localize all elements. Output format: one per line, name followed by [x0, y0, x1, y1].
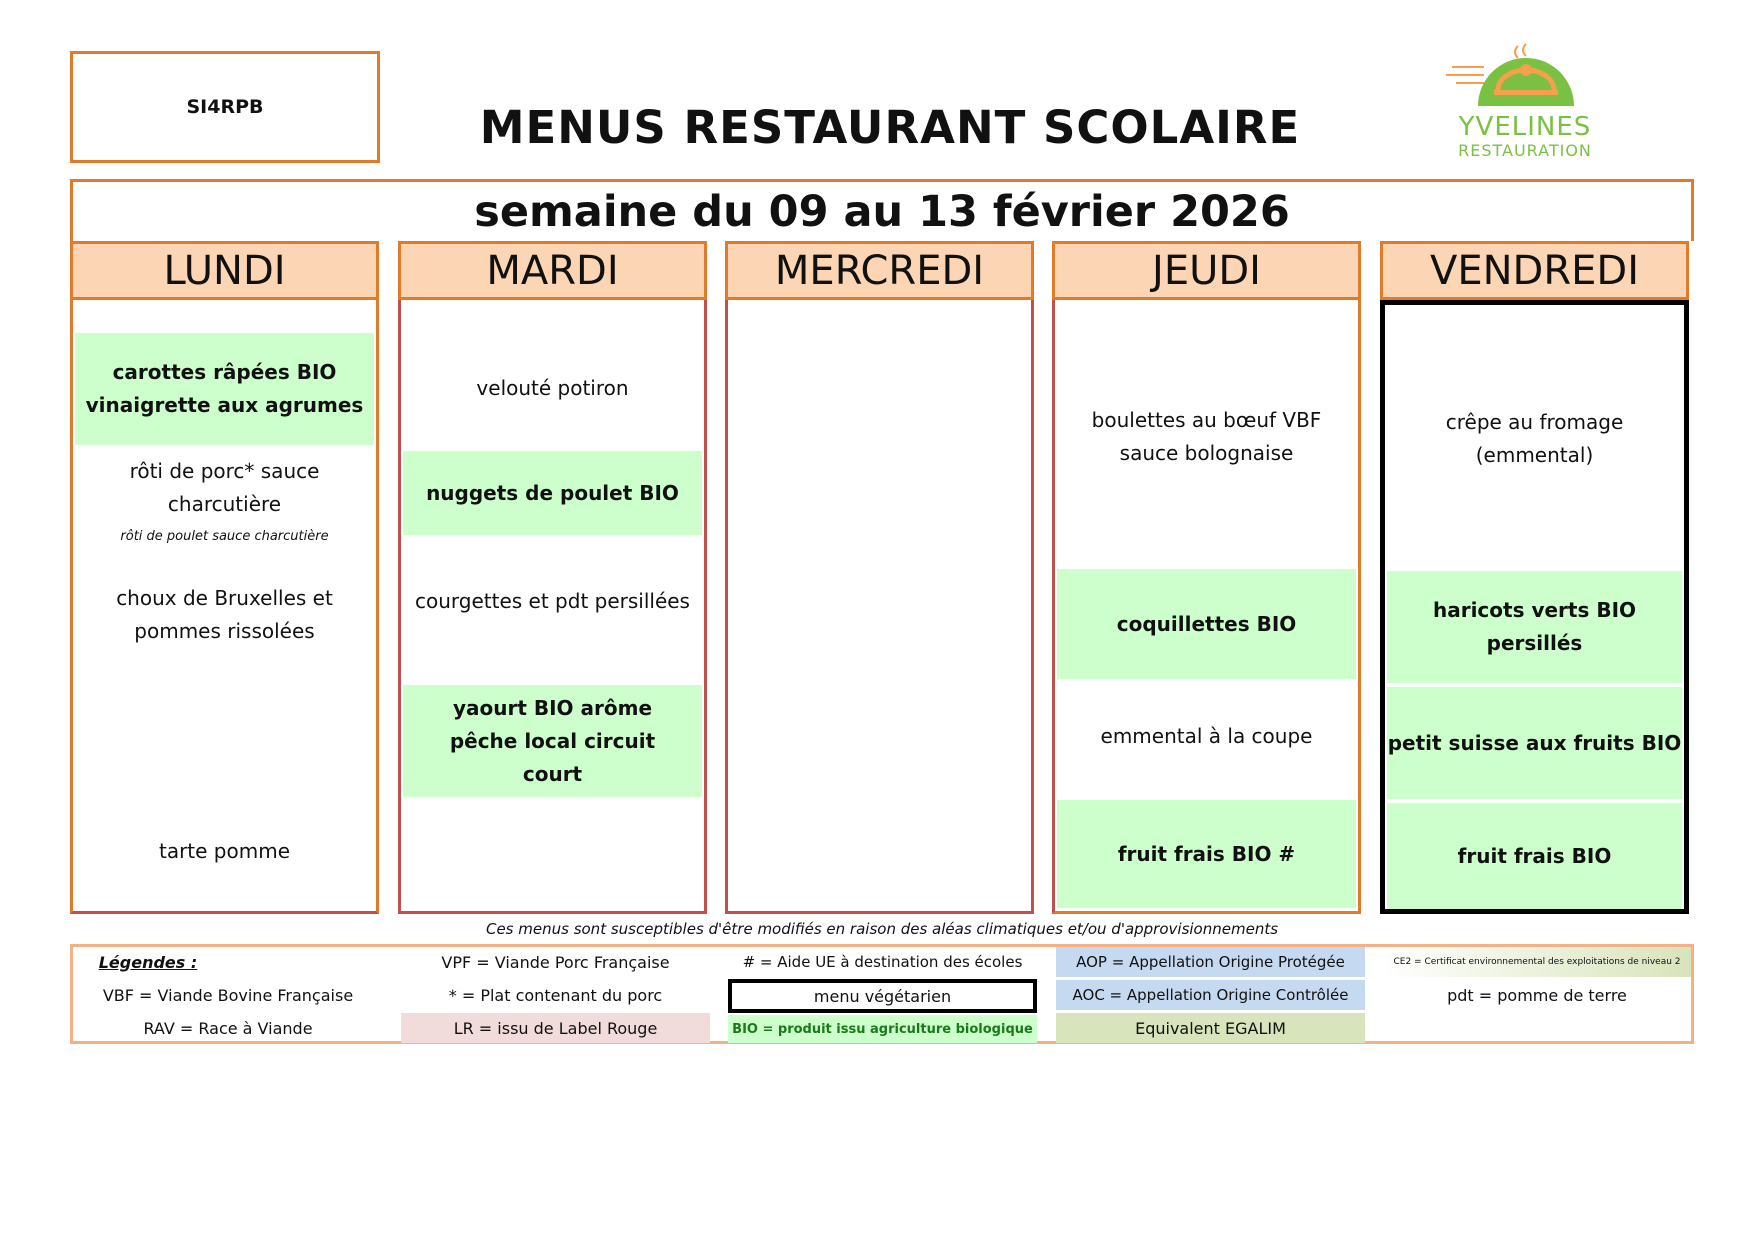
- menu-item-main: boulettes au bœuf VBF sauce bolognaise: [1091, 408, 1322, 465]
- day-column-jeudi: [1052, 241, 1361, 914]
- yvelines-restauration-logo: [1440, 40, 1610, 160]
- day-header: LUNDI: [70, 241, 379, 300]
- menu-item-main: crêpe au fromage (emmental): [1445, 410, 1624, 467]
- legend-box: [70, 944, 1694, 1044]
- legend-title: Légendes :: [98, 952, 198, 972]
- day-header: VENDREDI: [1380, 241, 1689, 300]
- logo-line2: RESTAURATION: [1458, 141, 1592, 160]
- legend-vpf: VPF = Viande Porc Française: [441, 952, 670, 972]
- menu-item-main-alt: rôti de poulet sauce charcutière: [120, 529, 329, 544]
- week-label: semaine du 09 au 13 février 2026: [474, 186, 1290, 237]
- week-title: [70, 179, 1694, 241]
- legend-aide-ue: # = Aide UE à destination des écoles: [742, 953, 1023, 971]
- day-column-mercredi: [725, 241, 1034, 914]
- legend-porc: * = Plat contenant du porc: [448, 985, 663, 1005]
- day-header: MERCREDI: [725, 241, 1034, 300]
- menu-item-dairy: [75, 676, 374, 794]
- legend-egalim: Equivalent EGALIM: [1056, 1013, 1365, 1043]
- legend-pdt: pdt = pomme de terre: [1447, 985, 1627, 1005]
- day-menu: [398, 300, 707, 914]
- page-title: MENUS RESTAURANT SCOLAIRE: [479, 100, 1301, 154]
- school-name: SI4RPB: [186, 96, 264, 118]
- day-column-vendredi: [1380, 241, 1689, 914]
- menu-item-side: coquillettes BIO: [1057, 569, 1356, 679]
- logo-line1: YVELINES: [1458, 112, 1592, 142]
- legend-bio: BIO = produit issu agriculture biologique: [728, 1015, 1037, 1043]
- day-column-lundi: [70, 241, 379, 914]
- day-header: MARDI: [398, 241, 707, 300]
- day-column-mardi: [398, 241, 707, 914]
- menu-item-main-text: rôti de porc* sauce charcutière: [129, 459, 320, 516]
- day-header: JEUDI: [1052, 241, 1361, 300]
- legend-vbf: VBF = Viande Bovine Française: [102, 985, 354, 1005]
- menu-item-dessert: fruit frais BIO #: [1057, 800, 1356, 908]
- menu-item-dairy: petit suisse aux fruits BIO: [1387, 687, 1682, 799]
- menu-item-side: choux de Bruxelles et pommes rissolées: [116, 586, 333, 643]
- menu-item-main: [75, 447, 374, 555]
- menu-item-side: courgettes et pdt persillées: [415, 588, 690, 613]
- menu-item-dairy: emmental à la coupe: [1100, 723, 1313, 748]
- menu-item-dessert: tarte pomme: [158, 838, 291, 863]
- menu-item-starter: velouté potiron: [476, 375, 629, 400]
- menu-item-side: haricots verts BIO persillés: [1387, 571, 1682, 683]
- day-menu: [1052, 300, 1361, 914]
- menu-item-main: nuggets de poulet BIO: [403, 451, 702, 535]
- menu-item-dairy: yaourt BIO arôme pêche local circuit court: [403, 685, 702, 797]
- menu-item-dessert: fruit frais BIO: [1387, 803, 1682, 909]
- legend-label-rouge: LR = issu de Label Rouge: [401, 1013, 710, 1043]
- legend-rav: RAV = Race à Viande: [143, 1018, 313, 1038]
- day-menu: [70, 300, 379, 914]
- day-menu-empty: [725, 300, 1034, 914]
- school-box: [70, 51, 380, 163]
- legend-ce2: CE2 = Certificat environnemental des exploitations de niveau 2: [1383, 947, 1691, 977]
- legend-aop: AOP = Appellation Origine Protégée: [1056, 947, 1365, 977]
- legend-aoc: AOC = Appellation Origine Contrôlée: [1056, 980, 1365, 1010]
- menu-item-starter: carottes râpées BIO vinaigrette aux agrumes: [75, 333, 374, 445]
- menu-item-dessert: [403, 798, 702, 906]
- disclaimer-note: Ces menus sont susceptibles d'être modifiés en raison des aléas climatiques et/ou d'approvisionnements: [485, 920, 1279, 938]
- legend-vegetarian: menu végétarien: [728, 979, 1037, 1013]
- day-menu-vegetarian: [1380, 300, 1689, 914]
